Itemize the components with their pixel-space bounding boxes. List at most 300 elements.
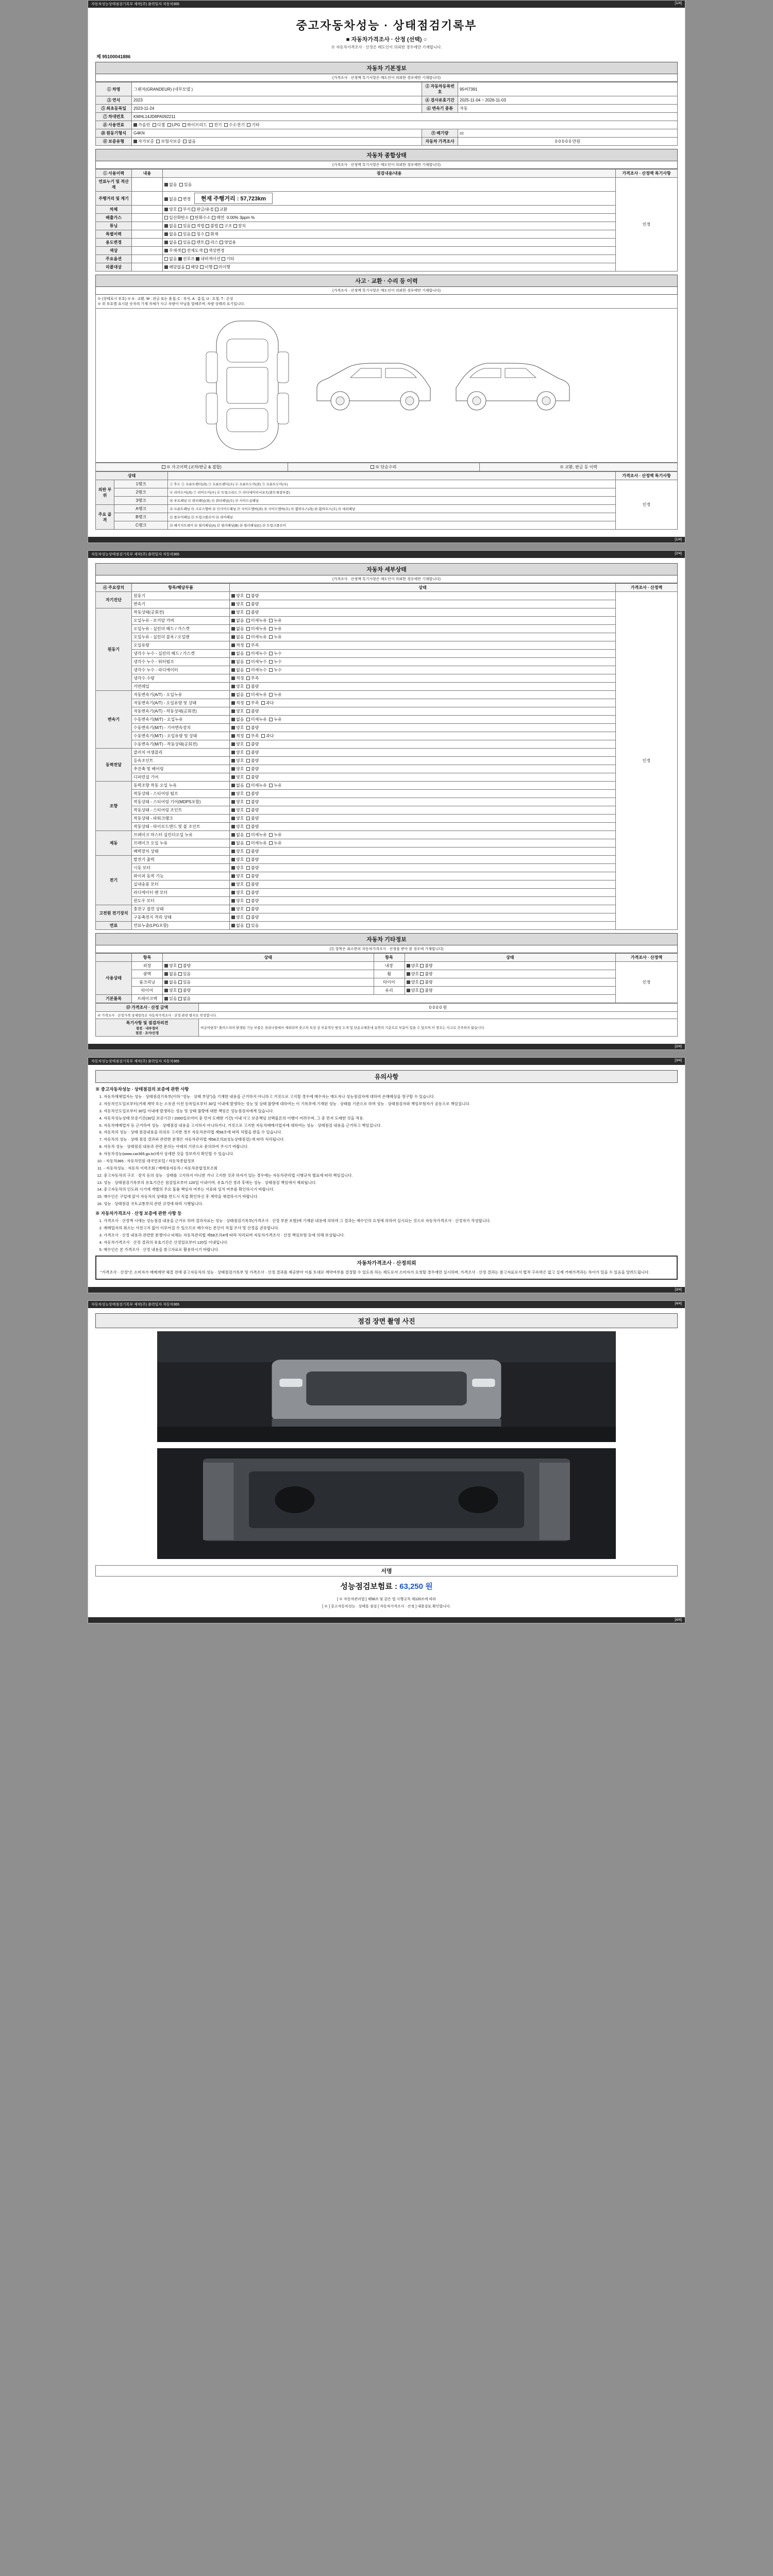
etc-base-label: 기본품목 xyxy=(96,995,132,1003)
detail-option[interactable]: 미세누수 xyxy=(246,659,267,664)
topbar-page-mark-4: [4/4] xyxy=(675,1301,682,1306)
detail-option[interactable]: 누유 xyxy=(269,717,281,722)
table-row xyxy=(96,105,678,113)
overall-signature: 인정 xyxy=(616,178,678,272)
detail-col-d: 가격조사 · 산정액 xyxy=(616,584,678,592)
table-row xyxy=(96,823,678,831)
detail-item-options[interactable] xyxy=(230,831,616,839)
etc-row-3-opts[interactable]: 양호 불량 xyxy=(163,987,374,995)
detail-item-options[interactable] xyxy=(230,798,616,806)
photos-disclaimer-1: [ ※ 자동차관리법 ] 제58조 및 같은 법 시행규칙 제120조에 따라 xyxy=(337,1597,436,1601)
overall-row-8-detail xyxy=(132,255,163,263)
detail-item-options[interactable] xyxy=(230,608,616,617)
table-row xyxy=(96,864,678,872)
detail-item-label: 작동상태 - 스티어링 기어(MDPS포함) xyxy=(132,798,230,806)
detail-option[interactable]: 불량 xyxy=(246,849,259,854)
detail-item-options[interactable] xyxy=(230,699,616,707)
page-2 xyxy=(88,550,685,1050)
detail-item-options[interactable] xyxy=(230,707,616,716)
table-row xyxy=(96,962,678,970)
parts-cat-outer: 외판 부위 xyxy=(96,480,114,505)
detail-col-b: 항목/해당부품 xyxy=(132,584,230,592)
table-row xyxy=(96,806,678,815)
power-value: G4KN xyxy=(132,129,422,138)
page-1-footer: [1/4] xyxy=(88,537,685,543)
detail-option[interactable]: 양호 xyxy=(231,610,244,615)
table-row xyxy=(96,740,678,749)
detail-item-options[interactable] xyxy=(230,757,616,765)
overall-row-6-opts[interactable]: 없음 있음 렌트 리스 영업용 xyxy=(163,239,616,247)
accident-sub-mid[interactable]: ※ 단순수리 xyxy=(288,463,480,471)
notice-item: 13. 성능 · 상태점검기록부의 유효기간은 점검일로부터 120일 이내이며, 유효기간 경과 후에는 성능 · 상태점검 책임에서 제외됩니다. xyxy=(104,1180,678,1186)
detail-option[interactable]: 불량 xyxy=(246,899,259,903)
detail-option[interactable]: 없음 xyxy=(231,717,244,722)
detail-option[interactable]: 미세누유 xyxy=(246,783,267,788)
overall-row-7-opts[interactable]: 무채색 전체도색 색상변경 xyxy=(163,247,616,255)
table-row xyxy=(96,856,678,864)
detail-option[interactable]: 양호 xyxy=(231,816,244,821)
detail-item-options[interactable] xyxy=(230,592,616,600)
detail-table-body xyxy=(96,592,678,930)
detail-option[interactable]: 없음 xyxy=(231,668,244,672)
etc-row-2-opts[interactable]: 없음 있음 xyxy=(163,978,374,987)
detail-item-options[interactable] xyxy=(230,864,616,872)
detail-option[interactable]: 불량 xyxy=(246,882,259,887)
table-row xyxy=(96,848,678,856)
detail-option[interactable]: 불량 xyxy=(246,824,259,829)
detail-option[interactable]: 양호 xyxy=(231,767,244,771)
table-row xyxy=(96,978,678,987)
detail-option[interactable]: 양호 xyxy=(231,808,244,812)
detail-option[interactable]: 불량 xyxy=(246,742,259,747)
parts-col-items xyxy=(168,472,616,480)
detail-option[interactable]: 없음 xyxy=(231,692,244,697)
detail-item-options[interactable] xyxy=(230,674,616,683)
detail-option[interactable]: 불량 xyxy=(246,915,259,920)
table-row xyxy=(96,699,678,707)
detail-option[interactable]: 과다 xyxy=(261,701,274,705)
detail-option[interactable]: 불량 xyxy=(246,816,259,821)
table-row xyxy=(96,1565,678,1576)
section-accident-note: (가격조사 · 산정액 특기사항은 매도인이 의뢰한 경우에만 기재합니다) xyxy=(95,287,678,295)
detail-group-1: 원동기 xyxy=(96,608,132,691)
detail-option[interactable]: 불량 xyxy=(246,767,259,771)
table-row xyxy=(96,214,678,222)
detail-option[interactable]: 없음 xyxy=(231,841,244,845)
detail-option[interactable]: 미세누유 xyxy=(246,833,267,837)
detail-item-options[interactable] xyxy=(230,790,616,798)
docnum-label: 제 xyxy=(96,54,101,59)
table-row xyxy=(96,178,678,192)
page-3-topbar xyxy=(88,1058,685,1065)
overall-header-row xyxy=(96,170,678,178)
detail-item-options[interactable] xyxy=(230,823,616,831)
table-row xyxy=(96,839,678,848)
detail-option[interactable]: 부족 xyxy=(246,643,259,648)
detail-option[interactable]: 양호 xyxy=(231,594,244,598)
detail-option[interactable]: 불량 xyxy=(246,907,259,911)
fuel-option-hydrogen[interactable]: 수소전기 xyxy=(224,123,245,127)
detail-option[interactable]: 누유 xyxy=(269,635,281,639)
notice-item: 8. 자동차 성능 · 상태점검 내용과 관련 문의는 아래의 기관으로 문의하여 주시기 바랍니다. xyxy=(104,1144,678,1150)
detail-option[interactable]: 불량 xyxy=(246,758,259,763)
detail-item-options[interactable] xyxy=(230,683,616,691)
fuel-option-gasoline[interactable]: 가솔린 xyxy=(133,123,150,127)
detail-option[interactable]: 불량 xyxy=(246,594,259,598)
detail-option[interactable]: 양호 xyxy=(231,684,244,689)
disp-value: cc xyxy=(458,129,678,138)
detail-option[interactable]: 양호 xyxy=(231,791,244,796)
detail-option[interactable]: 불량 xyxy=(246,709,259,714)
accident-sub-left[interactable]: ※ 사고이력 (교차/판금 & 접합) xyxy=(96,463,288,471)
notice-item: 4. 자동차성능상태 보증기간(30일 보증기간 / 2000킬로미터 중 먼저 도래한 기간) 이내 사고 보증책임 선택물론의 이행이 어려우며, 그 중 먼저 도래한 것을 적용. xyxy=(104,1116,678,1122)
detail-option[interactable]: 불량 xyxy=(246,775,259,779)
table-row xyxy=(96,707,678,716)
detail-item-label: 작동상태 - 파워크랭크 xyxy=(132,815,230,823)
detail-option[interactable]: 양호 xyxy=(231,849,244,854)
table-row xyxy=(96,798,678,806)
detail-option[interactable]: 누유 xyxy=(269,618,281,623)
inspection-photo-front xyxy=(157,1331,616,1442)
detail-item-options[interactable] xyxy=(230,641,616,650)
detail-item-options[interactable] xyxy=(230,740,616,749)
overall-row-4-opts[interactable]: 없음 있음 적법 불법 구조 장치 xyxy=(163,222,616,230)
overall-row-3-detail xyxy=(132,214,163,222)
table-row xyxy=(96,600,678,608)
detail-option[interactable]: 양호 xyxy=(231,890,244,895)
detail-item-options[interactable] xyxy=(230,889,616,897)
basic-row-2-value2: 자동 xyxy=(458,105,678,113)
table-row xyxy=(96,905,678,913)
detail-item-options[interactable] xyxy=(230,922,616,930)
detail-option[interactable]: 양호 xyxy=(231,882,244,887)
table-row xyxy=(96,230,678,239)
detail-option[interactable]: 없음 xyxy=(231,833,244,837)
detail-item-options[interactable] xyxy=(230,633,616,641)
detail-option[interactable]: 불량 xyxy=(246,874,259,878)
detail-option[interactable]: 불량 xyxy=(246,866,259,870)
detail-option[interactable]: 미세누유 xyxy=(246,618,267,623)
detail-option[interactable]: 누유 xyxy=(269,783,281,788)
basic-row-2-label2: ⑥ 변속기 종류 xyxy=(422,105,458,113)
fuel-option-etc[interactable]: 기타 xyxy=(247,123,259,127)
photos-disclaimer-2: [ ※ ] 중고자동차성능 · 상태를 점검 [ 자동차가격조사 · 산정 ] 내용검토 확인합니다. xyxy=(322,1604,451,1608)
detail-item-options[interactable] xyxy=(230,848,616,856)
detail-option[interactable]: 불량 xyxy=(246,800,259,804)
detail-item-options[interactable] xyxy=(230,913,616,922)
detail-option[interactable]: 양호 xyxy=(231,899,244,903)
detail-option[interactable]: 불량 xyxy=(246,602,259,606)
signature-table xyxy=(95,1565,678,1577)
warranty-options xyxy=(132,138,422,146)
detail-option[interactable]: 양호 xyxy=(231,742,244,747)
parts-col-price: 가격조사 · 산정액 특기사항 xyxy=(616,472,678,480)
table-row xyxy=(96,138,678,146)
detail-option[interactable]: 양호 xyxy=(231,775,244,779)
table-row xyxy=(96,505,678,513)
price-survey-value: 0 0 0 0 0 만원 xyxy=(458,138,678,146)
etc-col-item: 항목 xyxy=(132,954,163,962)
detail-item-label: 발전기 출력 xyxy=(132,856,230,864)
photo-2-wrap xyxy=(95,1445,678,1562)
accident-sub-right: ※ 교환, 판금 등 이력 xyxy=(480,463,678,471)
detail-option[interactable]: 부족 xyxy=(246,701,259,705)
detail-status-table xyxy=(95,583,678,930)
detail-item-options[interactable] xyxy=(230,732,616,740)
section-detail-head: 자동차 세부상태 xyxy=(95,563,678,575)
detail-option[interactable]: 미세누수 xyxy=(246,651,267,656)
detail-option[interactable]: 불량 xyxy=(246,890,259,895)
table-row xyxy=(96,683,678,691)
detail-option[interactable]: 있음 xyxy=(246,923,259,928)
detail-option[interactable]: 미세누유 xyxy=(246,841,267,845)
detail-item-options[interactable] xyxy=(230,716,616,724)
topbar-left-text-4: 자동차성능상태점검기록부 제작(주) 출력일자 자동차365 xyxy=(91,1302,179,1307)
fuel-option-ev[interactable]: 전기 xyxy=(209,123,222,127)
detail-item-label: 커먼레일 xyxy=(132,683,230,691)
fuel-option-diesel[interactable]: 디젤 xyxy=(153,123,165,127)
section-etc-note: (⑫ 항목은 최소한의 자동차가격조사 · 산정을 받아 볼 경우에 기재합니다) xyxy=(95,945,678,953)
disp-label: ⑨ 배기량 xyxy=(422,129,458,138)
overall-row-1-opts[interactable]: 없음 변경 현재 주행거리 : 57,723km xyxy=(163,192,616,206)
detail-option[interactable]: 없음 xyxy=(231,626,244,631)
overall-col-item: ① 사용이력 xyxy=(96,170,132,178)
detail-option[interactable]: 불량 xyxy=(246,684,259,689)
basic-row-0-value1: 그랜저(GRANDEUR) (네부모델 ) xyxy=(132,82,422,96)
detail-item-options[interactable] xyxy=(230,650,616,658)
parts-rank-2: 2랭크 xyxy=(114,488,168,497)
detail-option[interactable]: 적정 xyxy=(231,676,244,681)
detail-item-label: 수동변속기(M/T) - 작동상태(공회전) xyxy=(132,740,230,749)
signature-label[interactable]: 서명 xyxy=(96,1565,678,1576)
detail-item-options[interactable] xyxy=(230,773,616,782)
notices-list-2 xyxy=(104,1218,678,1252)
detail-item-options[interactable] xyxy=(230,815,616,823)
accident-signature: 인정 xyxy=(616,480,678,530)
detail-item-label: 작동상태 - 타이로드엔드 및 볼 조인트 xyxy=(132,823,230,831)
warranty-label: ⑪ 보증유형 xyxy=(96,138,132,146)
detail-option[interactable]: 양호 xyxy=(231,915,244,920)
detail-option[interactable]: 양호 xyxy=(231,824,244,829)
etc-row-0-opts2[interactable]: 양호 불량 xyxy=(405,962,616,970)
detail-item-options[interactable] xyxy=(230,600,616,608)
table-row xyxy=(96,82,678,96)
detail-option[interactable]: 양호 xyxy=(231,800,244,804)
detail-item-options[interactable] xyxy=(230,806,616,815)
detail-option[interactable]: 미세누수 xyxy=(246,668,267,672)
detail-option[interactable]: 양호 xyxy=(231,857,244,862)
overall-row-4-item: 튜닝 xyxy=(96,222,132,230)
price-survey-box-title: 자동차가격조사 · 산정의뢰 xyxy=(357,1261,416,1267)
detail-option[interactable]: 누수 xyxy=(269,668,281,672)
detail-option[interactable]: 누유 xyxy=(269,841,281,845)
detail-group-2: 변속기 xyxy=(96,691,132,749)
detail-item-label: 냉각수 누수 - 실린더 헤드 / 가스켓 xyxy=(132,650,230,658)
detail-item-options[interactable] xyxy=(230,839,616,848)
notice-item: 15. 매수인은 구입에 앞서 자동차의 상태를 반드시 직접 확인하신 후 계약을 체결하시기 바랍니다. xyxy=(104,1194,678,1200)
notices-sub-1: ※ 중고자동차성능 · 상태점검의 보증에 관한 사항 xyxy=(95,1087,189,1092)
basic-row-1-label1: ③ 연식 xyxy=(96,96,132,105)
detail-option[interactable]: 양호 xyxy=(231,750,244,755)
car-side-view-left-icon xyxy=(309,352,438,419)
detail-item-options[interactable] xyxy=(230,658,616,666)
warranty-option-insurer[interactable]: 보험사보증 xyxy=(156,139,181,144)
detail-option[interactable]: 없음 xyxy=(231,659,244,664)
table-row xyxy=(96,970,678,978)
basic-row-1-label2: ④ 검사유효기간 xyxy=(422,96,458,105)
car-side-view-right-icon xyxy=(448,352,577,419)
detail-option[interactable]: 없음 xyxy=(231,651,244,656)
detail-item-label: 실내송풍 모터 xyxy=(132,880,230,889)
parts-items-3: ⑭ 프론트패널 ⑮ 크로스멤버 ⑯ 인사이드패널 ⑰ 사이드멤버(좌) ⑱ 사이드멤버(우) ⑲ 휠하우스(좌) ⑳ 휠하우스(우) ㉑ 대쉬패널 xyxy=(168,505,616,513)
overall-row-2-opts[interactable]: 양호 부식 판금/용접 교환 xyxy=(163,206,616,214)
detail-item-options[interactable] xyxy=(230,625,616,633)
detail-option[interactable]: 없음 xyxy=(231,783,244,788)
etc-row-1-label2: 휠 xyxy=(374,970,405,978)
overall-row-5-detail xyxy=(132,230,163,239)
detail-option[interactable]: 과다 xyxy=(261,734,274,738)
detail-item-options[interactable] xyxy=(230,897,616,905)
detail-option[interactable]: 불량 xyxy=(246,750,259,755)
detail-item-options[interactable] xyxy=(230,856,616,864)
overall-row-0-opts[interactable]: 없음 있음 xyxy=(163,178,616,192)
detail-item-options[interactable] xyxy=(230,872,616,880)
table-row xyxy=(96,617,678,625)
notice-item: 12. 중고자동차의 구조 · 장치 등의 성능 · 상태를 고지하지 아니한 거나 고지한 것과 하자가 있는 경우에는 자동차관리법 시행규칙 별표에 따라 책임집니다. xyxy=(104,1173,678,1179)
detail-option[interactable]: 없음 xyxy=(231,618,244,623)
detail-item-options[interactable] xyxy=(230,765,616,773)
detail-option[interactable]: 누유 xyxy=(269,833,281,837)
detail-option[interactable]: 적정 xyxy=(231,701,244,705)
overall-row-9-item: 리콜대상 xyxy=(96,263,132,272)
table-row xyxy=(96,987,678,995)
detail-option[interactable]: 미세누유 xyxy=(246,692,267,697)
overall-row-9-opts[interactable]: 해당없음 해당 이행 미이행 xyxy=(163,263,616,272)
warranty-option-self[interactable]: 자가보증 xyxy=(133,139,154,144)
notice-item: 3. 자동차인도일로부터 30일 이내에 발생하는 성능 및 상태 불량에 대한 책임은 성능점검자에게 있습니다. xyxy=(104,1109,678,1114)
detail-item-options[interactable] xyxy=(230,880,616,889)
table-row xyxy=(96,633,678,641)
notices-sub-2: ※ 자동차가격조사 · 산정 보증에 관한 사항 등 xyxy=(95,1211,182,1216)
fuel-option-hybrid[interactable]: 하이브리드 xyxy=(182,123,207,127)
page-2-topbar xyxy=(88,551,685,558)
detail-option[interactable]: 양호 xyxy=(231,602,244,606)
detail-option[interactable]: 불량 xyxy=(246,610,259,615)
detail-item-options[interactable] xyxy=(230,691,616,699)
detail-item-label: 브레이크 마스터 실린더오일 누유 xyxy=(132,831,230,839)
parts-status-table xyxy=(95,471,678,530)
notice-item: 1. 가격조사 · 산정액 시에는 성능점검 내용을 근거로 하며 결과자료는 성능 · 상태점검기록부(가격조사 · 산정 부분 포함)에 기재된 내용에 의하며 그 결과는 매수인의 요청에 의하여 실시되는 것으로 자동차가격조사 · 산정자가 작성합니다. xyxy=(104,1218,678,1224)
detail-option[interactable]: 적정 xyxy=(231,643,244,648)
etc-row-1-opts[interactable]: 없음 있음 xyxy=(163,970,374,978)
photo-1-wrap xyxy=(95,1328,678,1445)
detail-option[interactable]: 누유 xyxy=(269,692,281,697)
warranty-option-none[interactable]: 없음 xyxy=(183,139,195,144)
section-detail-note: (가격조사 · 산정액 특기사항은 매도인이 의뢰한 경우에만 기재합니다) xyxy=(95,575,678,583)
table-row xyxy=(96,608,678,617)
table-row xyxy=(96,913,678,922)
detail-option[interactable]: 불량 xyxy=(246,808,259,812)
detail-option[interactable]: 양호 xyxy=(231,758,244,763)
etc-row-1-label: 광택 xyxy=(132,970,163,978)
etc-base-opts[interactable]: 있음 없음 xyxy=(163,995,616,1003)
detail-option[interactable]: 불량 xyxy=(246,857,259,862)
detail-item-label: 작동상태 - 스티어링 조인트 xyxy=(132,806,230,815)
detail-option[interactable]: 미세누유 xyxy=(246,626,267,631)
detail-option[interactable]: 누수 xyxy=(269,651,281,656)
detail-option[interactable]: 불량 xyxy=(246,791,259,796)
overall-row-7-detail xyxy=(132,247,163,255)
detail-item-options[interactable] xyxy=(230,749,616,757)
mileage-value: 현재 주행거리 : 57,723km xyxy=(194,193,273,204)
detail-option[interactable]: 누수 xyxy=(269,659,281,664)
etc-side-label: 사용상태 xyxy=(96,962,132,995)
etc-row-0-label: 외장 xyxy=(132,962,163,970)
detail-option[interactable]: 불량 xyxy=(246,725,259,730)
etc-col-item2: 항목 xyxy=(374,954,405,962)
etc-row-3-opts2[interactable]: 양호 불량 xyxy=(405,987,616,995)
etc-base-item: 브레이크액 xyxy=(132,995,163,1003)
basic-row-2-value1: 2023-11-24 xyxy=(132,105,422,113)
page-1 xyxy=(88,0,685,543)
overall-table xyxy=(95,169,678,272)
detail-option[interactable]: 미세누유 xyxy=(246,717,267,722)
overall-row-3-opts[interactable]: 일산화탄소 탄화수소 매연 0.00% 3ppm % xyxy=(163,214,616,222)
etc-row-2-opts2[interactable]: 양호 불량 xyxy=(405,978,616,987)
etc-table xyxy=(95,953,678,1003)
detail-option[interactable]: 없음 xyxy=(231,635,244,639)
detail-item-options[interactable] xyxy=(230,666,616,674)
car-damage-diagram xyxy=(95,308,678,463)
detail-option[interactable]: 없음 xyxy=(231,923,244,928)
topbar-left-text: 자동차성능상태점검기록부 제작(주) 출력일자 자동차365 xyxy=(91,3,179,6)
detail-option[interactable]: 미세누유 xyxy=(246,635,267,639)
topbar-page-mark-3: [3/4] xyxy=(675,1059,682,1062)
table-row xyxy=(96,831,678,839)
fuel-option-lpg[interactable]: LPG xyxy=(167,123,180,127)
detail-item-options[interactable] xyxy=(230,724,616,732)
detail-item-options[interactable] xyxy=(230,617,616,625)
basic-row-2-label1: ⑤ 최초등록일 xyxy=(96,105,132,113)
table-row xyxy=(96,872,678,880)
table-row xyxy=(96,1012,678,1019)
detail-option[interactable]: 양호 xyxy=(231,866,244,870)
etc-row-0-opts[interactable]: 양호 불량 xyxy=(163,962,374,970)
detail-option[interactable]: 양호 xyxy=(231,907,244,911)
table-row xyxy=(96,922,678,930)
detail-option[interactable]: 부족 xyxy=(246,734,259,738)
detail-item-options[interactable] xyxy=(230,905,616,913)
detail-item-options[interactable] xyxy=(230,782,616,790)
detail-group-8: 연료 xyxy=(96,922,132,930)
basic-info-table xyxy=(95,82,678,146)
detail-option[interactable]: 누유 xyxy=(269,626,281,631)
etc-header-row xyxy=(96,954,678,962)
etc-row-1-opts2[interactable]: 양호 불량 xyxy=(405,970,616,978)
overall-row-8-opts[interactable]: 없음 선루프 내비게이션 기타 xyxy=(163,255,616,263)
notice-item: 2. 매매업자의 취소는 사전고지 없이 이루어질 수 있으므로 매수자는 본인이 직접 조사 및 산정을 권유합니다. xyxy=(104,1226,678,1231)
detail-option[interactable]: 양호 xyxy=(231,709,244,714)
table-row xyxy=(96,749,678,757)
etc-col-state2: 상태 xyxy=(405,954,616,962)
detail-option[interactable]: 양호 xyxy=(231,874,244,878)
detail-option[interactable]: 적정 xyxy=(231,734,244,738)
notices-list-1 xyxy=(104,1094,678,1207)
overall-row-5-opts[interactable]: 없음 있음 침수 화재 xyxy=(163,230,616,239)
table-row xyxy=(96,488,678,497)
detail-option[interactable]: 양호 xyxy=(231,725,244,730)
detail-option[interactable]: 부족 xyxy=(246,676,259,681)
